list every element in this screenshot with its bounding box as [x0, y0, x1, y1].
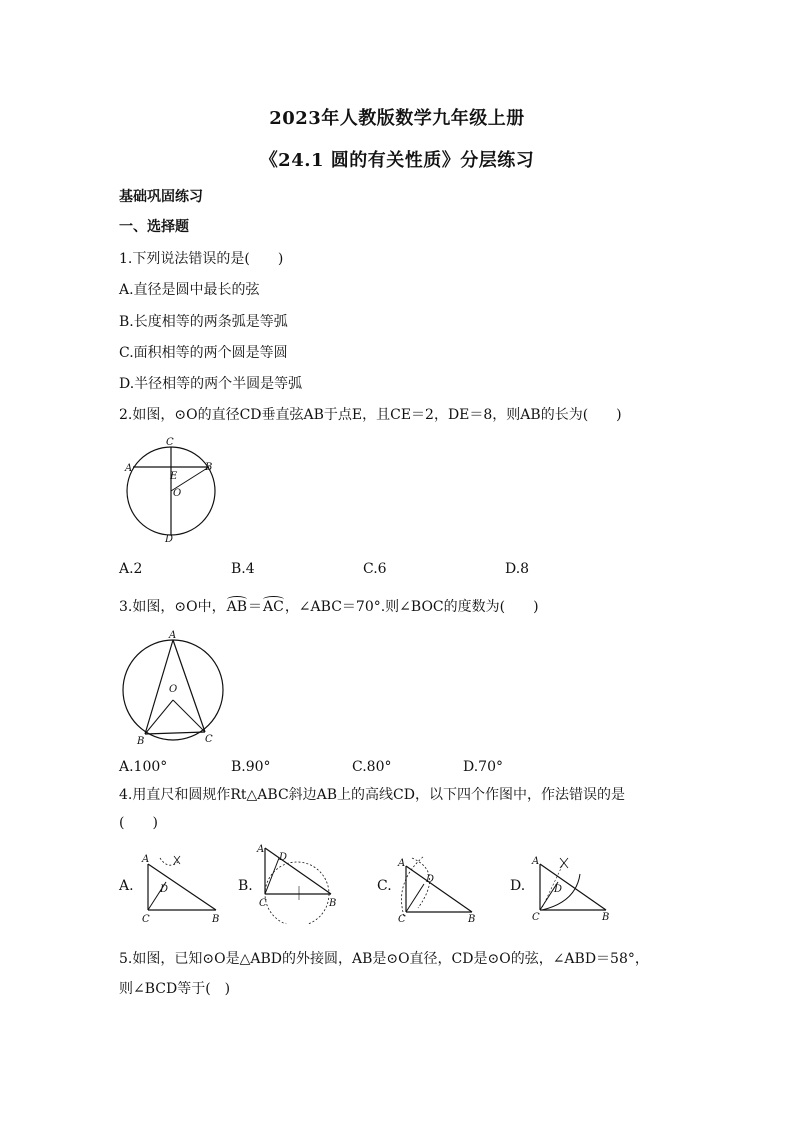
q2-option-b: B.4	[231, 561, 255, 577]
q4c-label-d: D	[426, 874, 435, 885]
q2-option-a: A.2	[119, 561, 143, 577]
q4-figure-c	[394, 852, 484, 924]
q3-label-o: O	[169, 684, 178, 695]
q4d-label-d: D	[554, 884, 563, 895]
q4d-label-c: C	[532, 912, 540, 923]
q4a-label-b: B	[212, 914, 220, 924]
q4b-label-a: A	[257, 844, 265, 855]
q2-label-b: B	[205, 462, 213, 473]
q4-figure-a	[138, 852, 228, 924]
q4b-label-b: B	[329, 898, 337, 909]
q4-figure-d	[528, 852, 618, 924]
q5-stem: 5.如图，已知⊙O是△ABD的外接圆，AB是⊙O直径，CD是⊙O的弦，∠ABD＝58°，	[119, 951, 649, 967]
q1-option-a: A.直径是圆中最长的弦	[119, 282, 260, 298]
q2-option-d: D.8	[505, 561, 530, 577]
q2-label-d: D	[165, 534, 174, 544]
q4c-label-c: C	[398, 914, 406, 924]
q4-stem: 4.用直尺和圆规作Rt△ABC斜边AB上的高线CD，以下四个作图中，作法错误的是	[119, 787, 625, 803]
q4c-label-b: B	[468, 914, 476, 924]
q3-label-c: C	[205, 734, 213, 745]
q3-equals: ＝	[247, 599, 262, 615]
q4-stem-paren: ( )	[119, 815, 158, 831]
q2-option-c: C.6	[363, 561, 387, 577]
q3-stem-start: 3.如图，⊙O中，	[119, 599, 226, 615]
q2-label-c: C	[166, 437, 174, 448]
q2-stem: 2.如图，⊙O的直径CD垂直弦AB于点E，且CE＝2，DE＝8，则AB的长为( )	[119, 407, 622, 423]
q4a-label-c: C	[142, 914, 150, 924]
q4-option-b-label: B.	[238, 878, 253, 894]
q4-option-a-label: A.	[119, 878, 134, 894]
section-heading: 基础巩固练习	[119, 189, 203, 205]
q3-option-a: A.100°	[119, 759, 168, 775]
q3-option-b: B.90°	[231, 759, 271, 775]
q4b-label-c: C	[259, 898, 267, 909]
q1-option-d: D.半径相等的两个半圆是等弧	[119, 376, 303, 392]
q4-option-d-label: D.	[510, 878, 526, 894]
q4-figure-b	[255, 842, 345, 924]
q4a-label-d: D	[160, 884, 169, 895]
q3-label-b: B	[137, 736, 145, 747]
q3-arc-ab: AB	[226, 599, 247, 615]
q2-label-e: E	[170, 471, 178, 482]
q3-label-a: A	[169, 630, 177, 641]
q3-stem-end: ，∠ABC＝70°.则∠BOC的度数为( )	[284, 599, 539, 615]
page-subtitle: 《24.1 圆的有关性质》分层练习	[259, 150, 535, 171]
q3-option-d: D.70°	[463, 759, 503, 775]
q3-arc-ac: AC	[262, 599, 284, 615]
q2-label-o: O	[173, 488, 182, 499]
q1-option-b: B.长度相等的两条弧是等弧	[119, 314, 288, 330]
q3-option-c: C.80°	[352, 759, 392, 775]
q4a-label-a: A	[142, 854, 150, 865]
q4d-label-b: B	[602, 912, 610, 923]
page-title: 2023年人教版数学九年级上册	[269, 108, 525, 129]
q1-stem: 1.下列说法错误的是( )	[119, 251, 284, 267]
q4b-label-d: D	[279, 852, 288, 863]
part-heading: 一、选择题	[119, 219, 189, 235]
q3-circle-figure	[119, 628, 229, 748]
q5-stem-cont: 则∠BCD等于( )	[119, 981, 231, 997]
q2-circle-figure	[119, 434, 219, 544]
q4-option-c-label: C.	[377, 878, 392, 894]
q1-option-c: C.面积相等的两个圆是等圆	[119, 345, 288, 361]
q4d-label-a: A	[532, 856, 540, 867]
q4c-label-a: A	[398, 858, 406, 869]
q3-stem	[119, 596, 539, 616]
q2-label-a: A	[125, 463, 133, 474]
